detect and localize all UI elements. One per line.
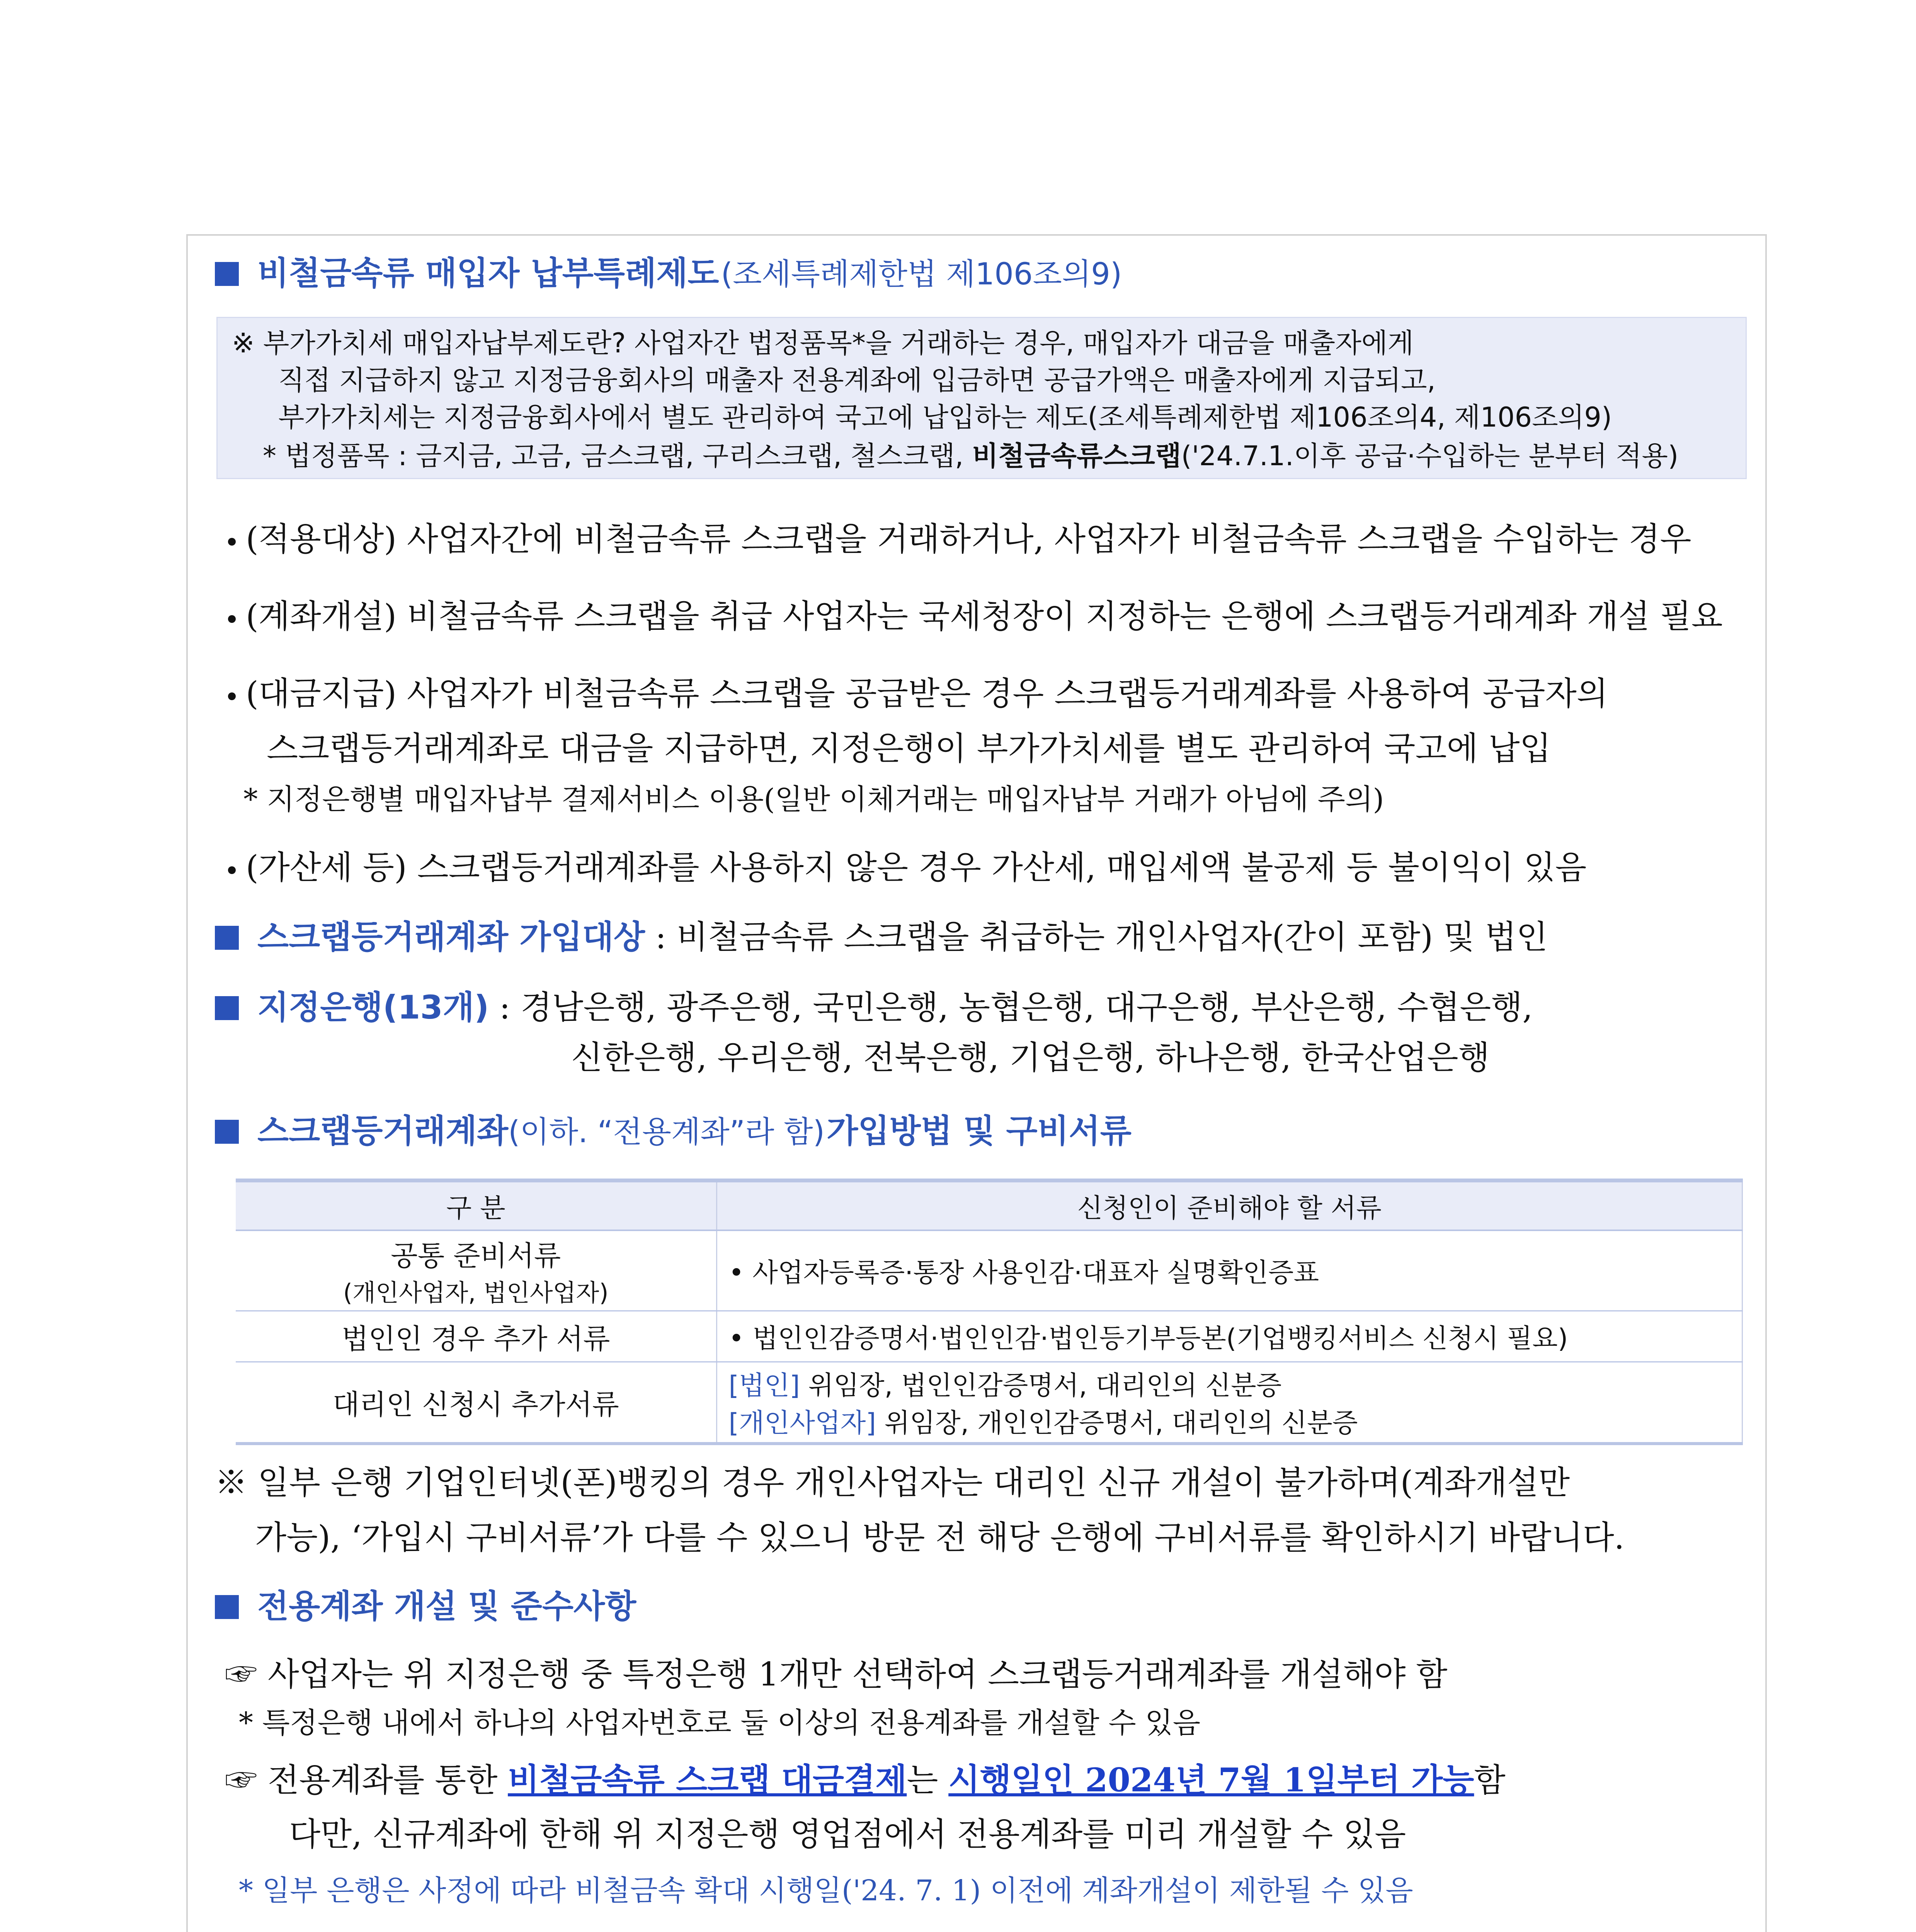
note-line-3: 부가가치세는 지정금융회사에서 별도 관리하여 국고에 납입하는 제도(조세특례제한법 제106조의4, 제106조의9) [278, 401, 1612, 433]
section-heading-documents [215, 1105, 1132, 1152]
bullet-text: (계좌개설) 비철금속류 스크랩을 취급 사업자는 국세청장이 지정하는 은행에 스크랩등거래계좌 개설 필요 [246, 597, 1723, 635]
bullet-dot-icon [228, 615, 236, 623]
section-title: 스크랩등거래계좌 가입대상 [257, 918, 645, 956]
square-bullet-icon [215, 996, 239, 1020]
law-reference: (조세특례제한법 제106조의9) [721, 257, 1122, 292]
bullet-payment-note: * 지정은행별 매입자납부 결제서비스 이용(일반 이체거래는 매입자납부 거래가 아님에 주의) [243, 783, 1384, 816]
bullet-text: (가산세 등) 스크랩등거래계좌를 사용하지 않은 경우 가산세, 매입세액 불공제 등 불이익이 있음 [246, 849, 1587, 886]
rule-start-date [225, 1754, 1506, 1801]
bullet-dot-icon [228, 692, 236, 700]
section-title-c: 가입방법 및 구비서류 [827, 1112, 1132, 1150]
doc-individual: 위임장, 개인인감증명서, 대리인의 신분증 [876, 1408, 1358, 1439]
table-cell-category: 법인인 경우 추가 서류 [236, 1311, 716, 1362]
section-title: 비철금속류 매입자 납부특례제도 [257, 254, 719, 292]
table-cell-documents: • 사업자등록증·통장 사용인감·대표자 실명확인증표 [716, 1230, 1742, 1311]
bullet-dot-icon [228, 866, 236, 874]
bank-list-line-2: 신한은행, 우리은행, 전북은행, 기업은행, 하나은행, 한국산업은행 [571, 1039, 1490, 1077]
rule-text-c: 함 [1474, 1761, 1506, 1799]
row-label: 공통 준비서류 [391, 1240, 561, 1272]
table-header-category: 구 분 [236, 1180, 716, 1230]
row-sublabel: (개인사업자, 법인사업자) [343, 1279, 609, 1307]
caution-line-1: ※ 일부 은행 기업인터넷(폰)뱅킹의 경우 개인사업자는 대리인 신규 개설이 불가하며(계좌개설만 [215, 1464, 1570, 1502]
note-line-2: 직접 지급하지 않고 지정금융회사의 매출자 전용계좌에 입금하면 공급가액은 매출자에게 지급되고, [278, 364, 1436, 396]
bullet-penalty [228, 842, 1586, 888]
bullet-dot-icon [228, 538, 236, 546]
rule-text-b: 는 [907, 1761, 949, 1799]
bullet-account-open [228, 590, 1723, 637]
table-header-documents: 신청인이 준비해야 할 서류 [716, 1180, 1742, 1230]
rule-existing-account [225, 1926, 1620, 1932]
note-line-1: ※ 부가가치세 매입자납부제도란? 사업자간 법정품목*을 거래하는 경우, 매입자가 대금을 매출자에게 [232, 327, 1414, 359]
section-heading-eligibility [215, 911, 1548, 958]
tag-corporate: [법인] [728, 1371, 800, 1401]
section-title-a: 스크랩등거래계좌 [257, 1112, 509, 1150]
table-cell-category [236, 1230, 716, 1311]
table-cell-documents [716, 1362, 1742, 1444]
bullet-payment-cont: 스크랩등거래계좌로 대금을 지급하면, 지정은행이 부가가치세를 별도 관리하여 국고에 납입 [267, 730, 1551, 767]
items-bold: 비철금속류스크랩 [972, 440, 1181, 472]
documents-table [236, 1179, 1743, 1445]
section-heading-special-payment [215, 247, 1122, 294]
bullet-text: (적용대상) 사업자간에 비철금속류 스크랩을 거래하거나, 사업자가 비철금속류 스크랩을 수입하는 경우 [246, 520, 1691, 558]
rule-one-bank-note: * 특정은행 내에서 하나의 사업자번호로 둘 이상의 전용계좌를 개설할 수 있음 [239, 1706, 1201, 1740]
rule-start-date-note: * 일부 은행은 사정에 따라 비철금속 확대 시행일('24. 7. 1) 이전에 계좌개설이 제한될 수 있음 [239, 1874, 1413, 1907]
section-heading-banks [215, 981, 1533, 1028]
caution-line-2: 가능), ‘가입시 구비서류’가 다를 수 있으니 방문 전 해당 은행에 구비서류를 확인하시기 바랍니다. [255, 1519, 1625, 1556]
bank-list-line-1: : 경남은행, 광주은행, 국민은행, 농협은행, 대구은행, 부산은행, 수협은행, [499, 988, 1533, 1026]
section-text: : 비철금속류 스크랩을 취급하는 개인사업자(간이 포함) 및 법인 [655, 918, 1548, 956]
table-row [236, 1230, 1742, 1311]
tag-individual: [개인사업자] [728, 1408, 876, 1439]
bullet-apply-target [228, 513, 1691, 560]
table-header-row [236, 1180, 1742, 1230]
square-bullet-icon [215, 262, 239, 286]
rule-one-bank: ☞ 사업자는 위 지정은행 중 특정은행 1개만 선택하여 스크랩등거래계좌를 개설해야 함 [225, 1655, 1448, 1693]
section-title: 전용계좌 개설 및 준수사항 [257, 1587, 636, 1625]
bullet-text: (대금지급) 사업자가 비철금속류 스크랩을 공급받은 경우 스크랩등거래계좌를 사용하여 공급자의 [246, 675, 1608, 713]
section-title: 지정은행(13개) [257, 988, 489, 1026]
square-bullet-icon [215, 1120, 239, 1144]
section-heading-account-rules [215, 1580, 636, 1627]
doc-corporate: 위임장, 법인인감증명서, 대리인의 신분증 [800, 1371, 1282, 1401]
section-title-b: (이하. “전용계좌”라 함) [508, 1115, 825, 1150]
items-prefix: * 법정품목 : 금지금, 고금, 금스크랩, 구리스크랩, 철스크랩, [263, 440, 964, 472]
rule-text-a: ☞ 전용계좌를 통한 [225, 1761, 508, 1799]
square-bullet-icon [215, 926, 239, 950]
table-cell-category: 대리인 신청시 추가서류 [236, 1362, 716, 1444]
rule-start-date-cont: 다만, 신규계좌에 한해 위 지정은행 영업점에서 전용계좌를 미리 개설할 수 있음 [289, 1815, 1406, 1853]
note-line-items [263, 434, 1678, 473]
highlight-start-date: 시행일인 2024년 7월 1일부터 가능 [948, 1761, 1474, 1799]
highlight-settlement: 비철금속류 스크랩 대금결제 [508, 1761, 907, 1799]
table-cell-documents: • 법인인감증명서·법인인감·법인등기부등본(기업뱅킹서비스 신청시 필요) [716, 1311, 1742, 1362]
table-row [236, 1311, 1742, 1362]
items-suffix: ('24.7.1.이후 공급·수입하는 분부터 적용) [1181, 440, 1679, 472]
bullet-payment [228, 668, 1608, 714]
table-row [236, 1362, 1742, 1444]
square-bullet-icon [215, 1595, 239, 1619]
